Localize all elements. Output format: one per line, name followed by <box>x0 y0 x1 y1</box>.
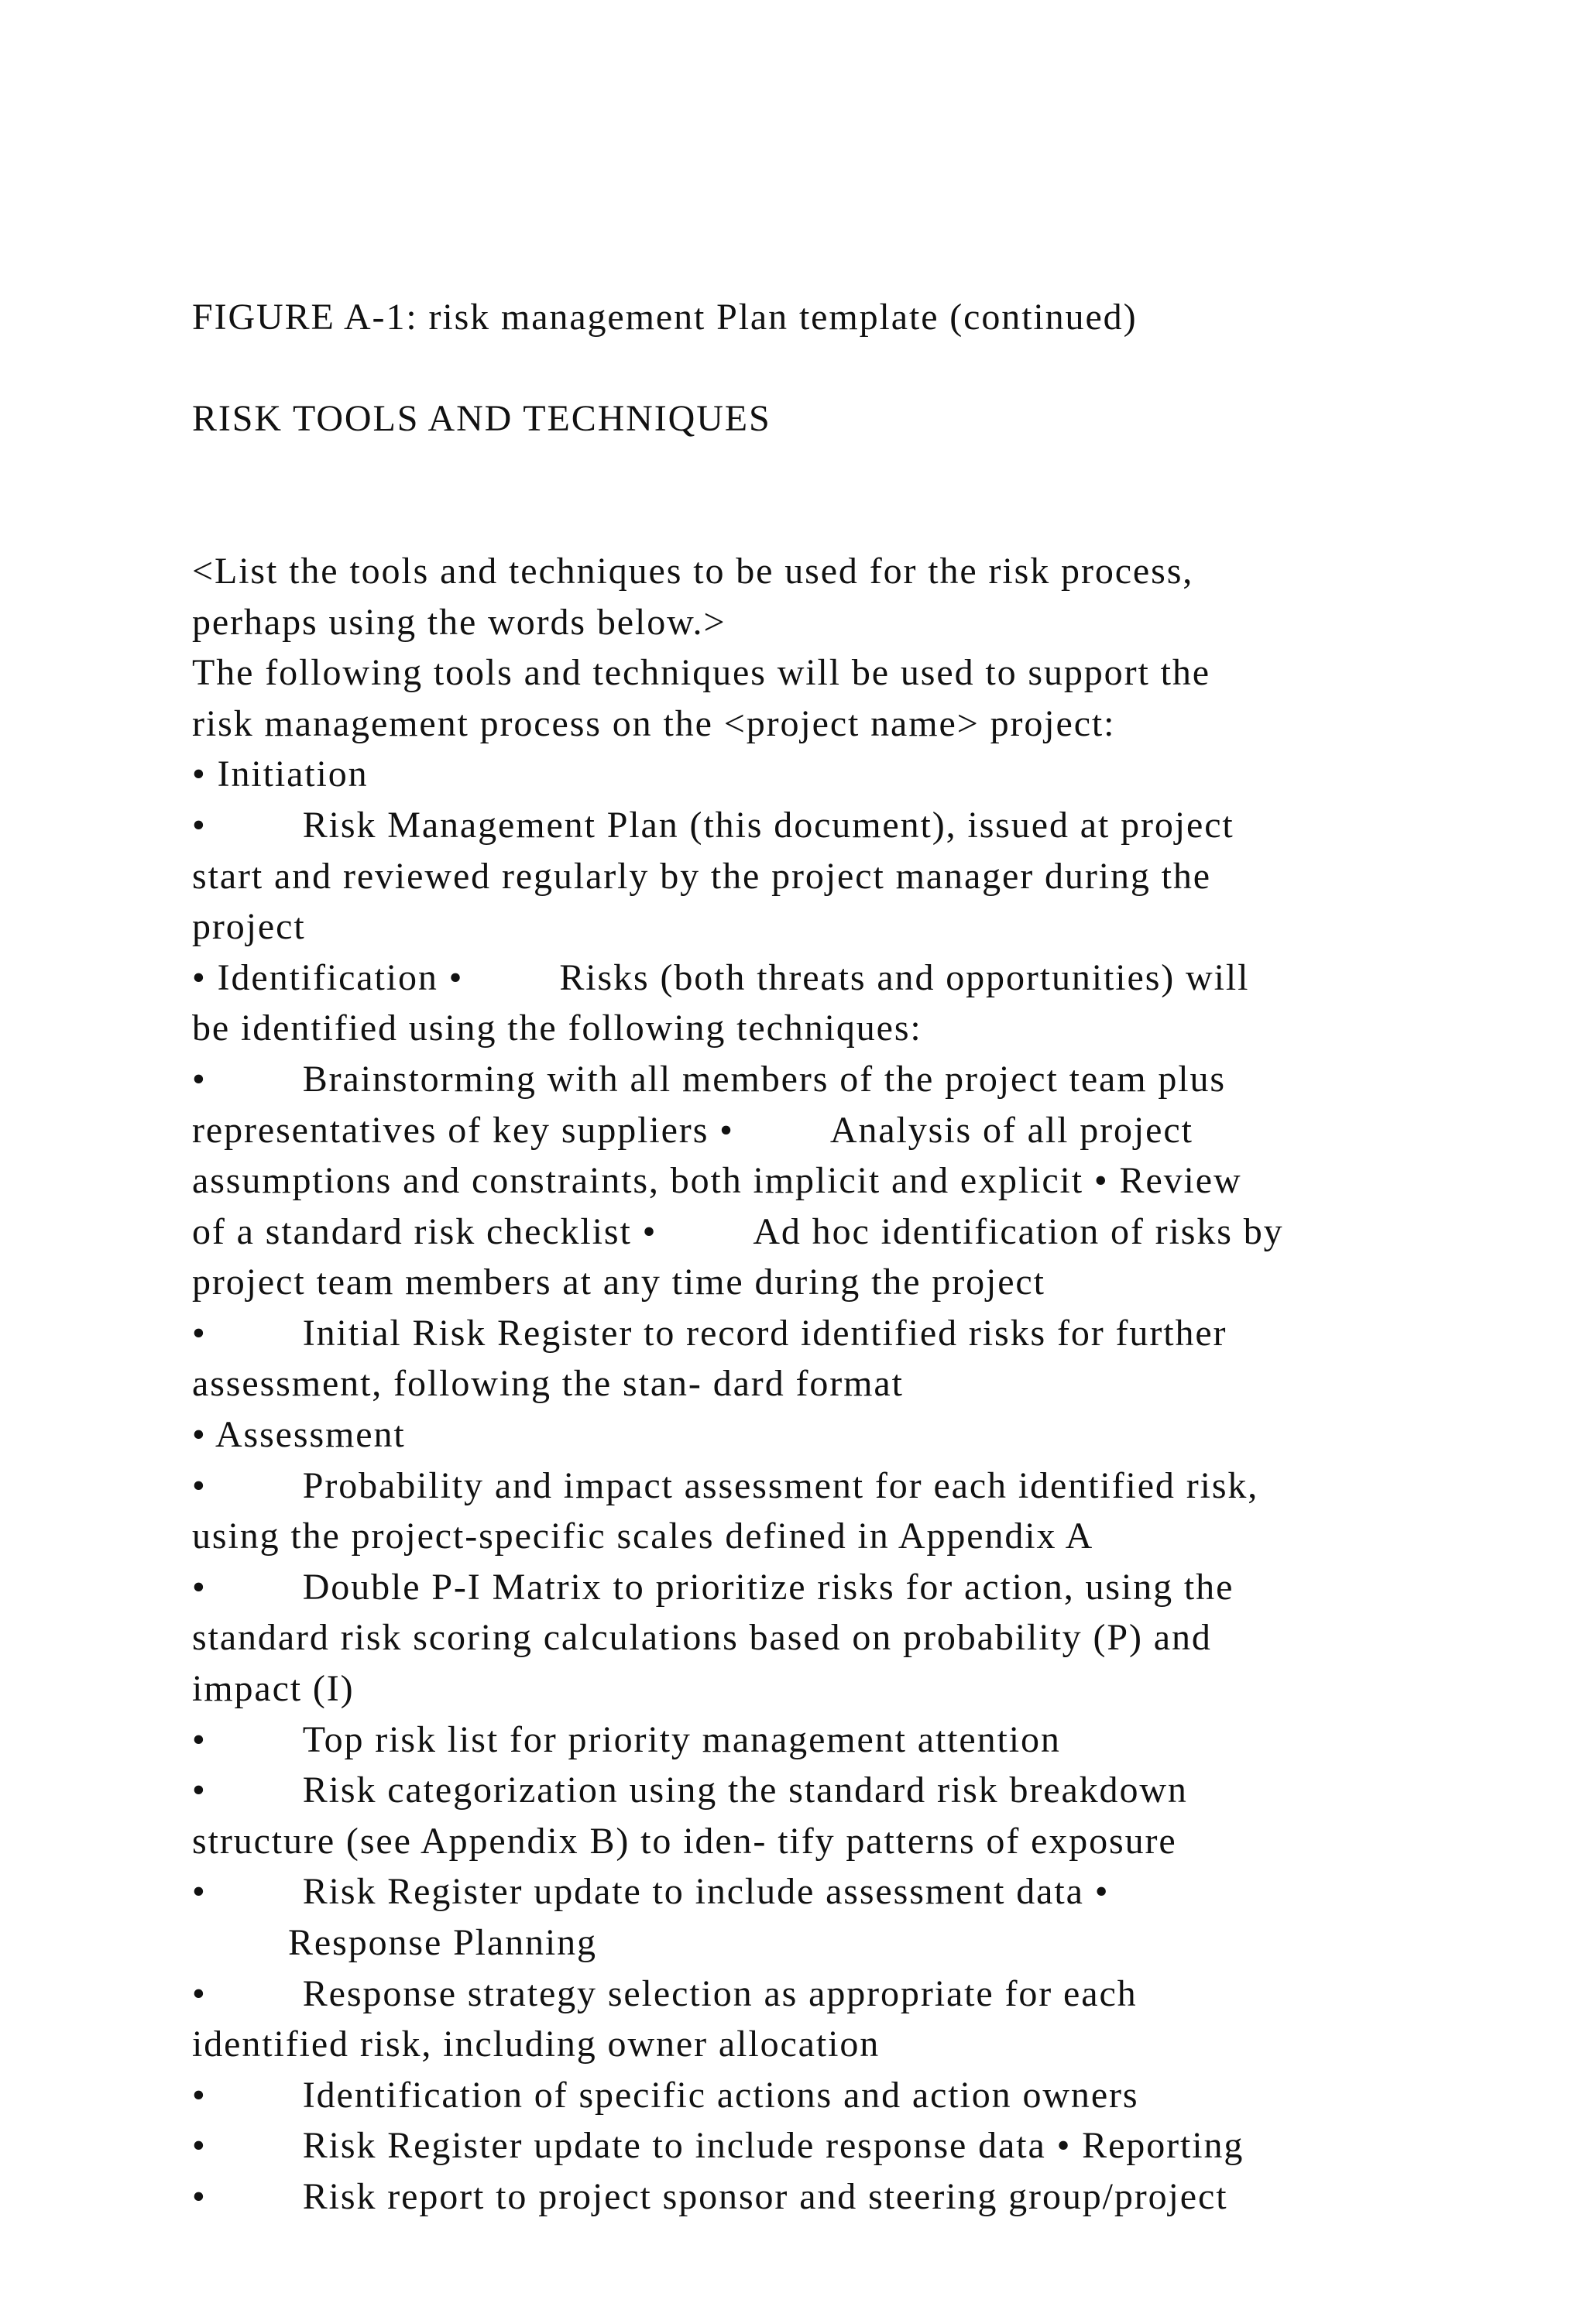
body-line: using the project-specific scales defined in Appendix A <box>192 1516 1094 1557</box>
body-line: • Double P-I Matrix to prioritize risks for action, using the <box>192 1566 1234 1608</box>
body-line: of a standard risk checklist • Ad hoc identification of risks by <box>192 1210 1284 1252</box>
body-line: be identified using the following techniques: <box>192 1008 922 1049</box>
body-line: impact (I) <box>192 1668 355 1710</box>
body-line: • Risk Management Plan (this document), issued at project <box>192 804 1234 846</box>
body-line: • Brainstorming with all members of the project team plus <box>192 1058 1226 1100</box>
document-body <box>192 292 1462 2324</box>
body-line: risk management process on the <project name> project: <box>192 702 1116 744</box>
body-line: • Initial Risk Register to record identified risks for further <box>192 1312 1227 1354</box>
body-lines <box>192 546 1462 2223</box>
body-line: • Probability and impact assessment for each identified risk, <box>192 1464 1259 1506</box>
body-line: project <box>192 906 306 948</box>
body-line: structure (see Appendix B) to iden- tify patterns of exposure <box>192 1820 1177 1862</box>
body-line: start and reviewed regularly by the project manager during the <box>192 855 1211 897</box>
section-heading: RISK TOOLS AND TECHNIQUES <box>192 398 771 440</box>
body-line: • Top risk list for priority management attention <box>192 1718 1061 1760</box>
body-line: assessment, following the stan- dard format <box>192 1363 904 1405</box>
body-line: standard risk scoring calculations based on probability (P) and <box>192 1617 1212 1659</box>
body-line: • Identification of specific actions and action owners <box>192 2074 1139 2116</box>
body-line: • Initiation <box>192 753 369 795</box>
body-line: • Response strategy selection as appropriate for each <box>192 1972 1138 2014</box>
body-line: • Risk Register update to include response data • Reporting <box>192 2125 1244 2167</box>
body-line: The following tools and techniques will be used to support the <box>192 652 1210 694</box>
body-line: • Risk report to project sponsor and steering group/project <box>192 2175 1228 2217</box>
body-line: assumptions and constraints, both implicit and explicit • Review <box>192 1160 1242 1202</box>
body-line: Response Planning <box>288 1922 597 1963</box>
body-line: representatives of key suppliers • Analysis of all project <box>192 1109 1193 1151</box>
body-line: • Risk Register update to include assessment data • <box>192 1871 1110 1913</box>
figure-title: FIGURE A-1: risk management Plan template (continued) <box>192 297 1138 338</box>
body-line: • Assessment <box>192 1414 406 1456</box>
body-line: <List the tools and techniques to be used for the risk process, <box>192 550 1194 592</box>
body-line: perhaps using the words below.> <box>192 601 726 643</box>
body-line: • Risk categorization using the standard risk breakdown <box>192 1770 1188 1811</box>
body-line: • Identification • Risks (both threats and opportunities) will <box>192 956 1250 998</box>
body-line: identified risk, including owner allocation <box>192 2024 881 2065</box>
body-line: project team members at any time during the project <box>192 1262 1045 1303</box>
